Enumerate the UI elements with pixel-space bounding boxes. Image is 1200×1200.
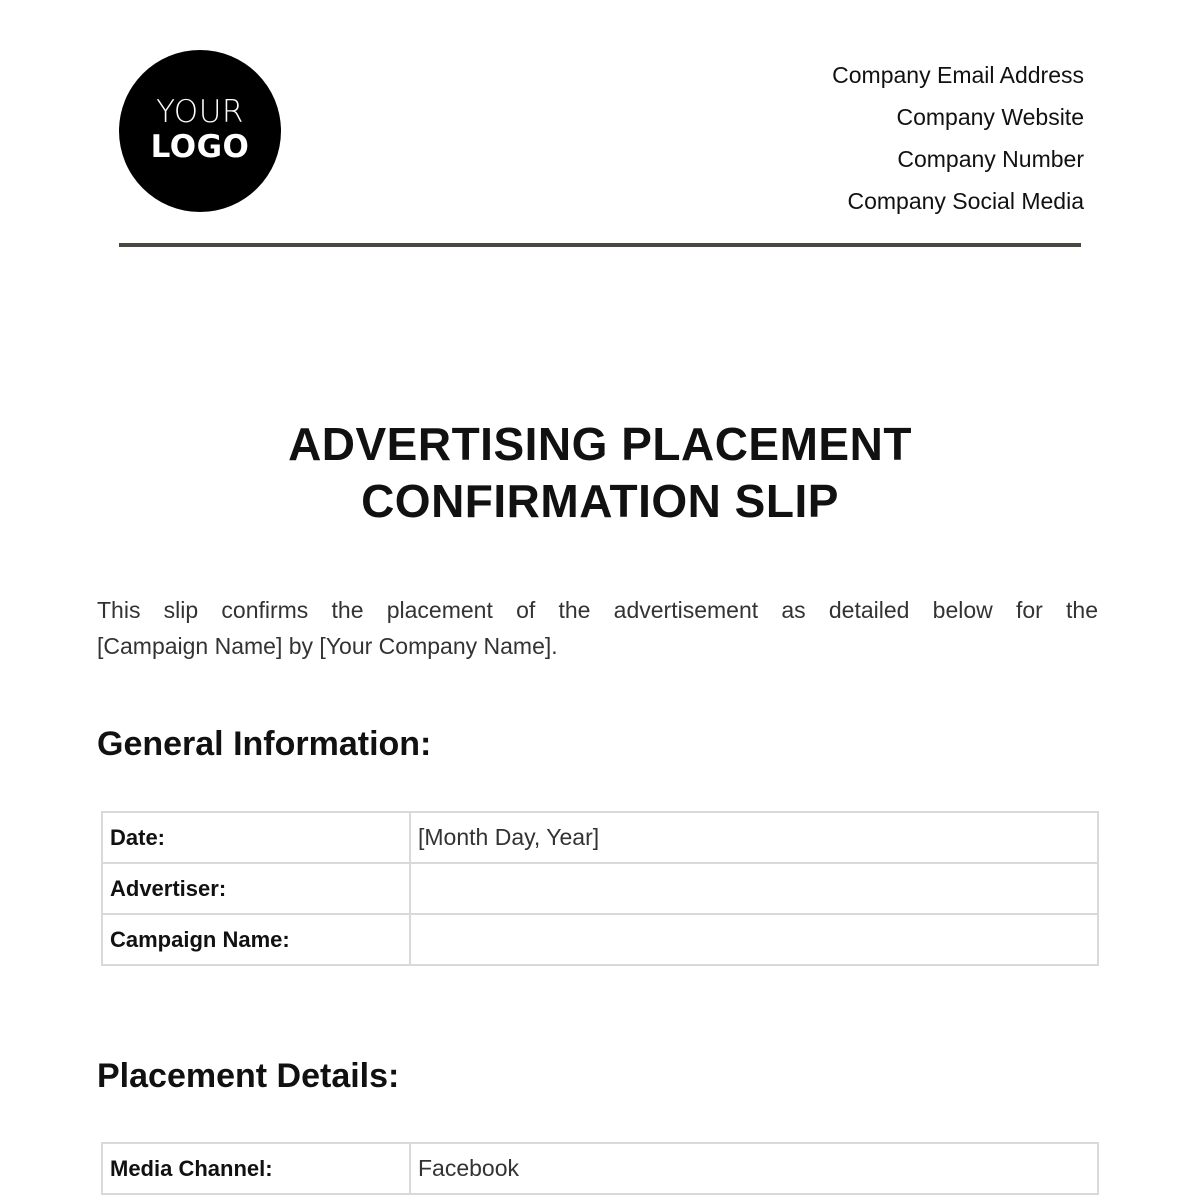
document-title-line2: CONFIRMATION SLIP bbox=[361, 475, 839, 527]
advertiser-value bbox=[410, 863, 1098, 914]
table-row bbox=[102, 1143, 1098, 1194]
document-title bbox=[0, 416, 1200, 530]
date-label: Date: bbox=[102, 812, 410, 863]
media-channel-value: Facebook bbox=[410, 1143, 1098, 1194]
campaign-name-value bbox=[410, 914, 1098, 965]
company-email: Company Email Address bbox=[832, 62, 1084, 88]
advertiser-label: Advertiser: bbox=[102, 863, 410, 914]
company-website: Company Website bbox=[896, 104, 1084, 130]
intro-paragraph bbox=[97, 592, 1098, 664]
company-number: Company Number bbox=[897, 146, 1084, 172]
campaign-name-label: Campaign Name: bbox=[102, 914, 410, 965]
general-information-table bbox=[101, 811, 1099, 966]
placement-details-table bbox=[101, 1142, 1099, 1195]
logo-text-your: YOUR bbox=[156, 94, 244, 130]
intro-line1: This slip confirms the placement of the advertisement as detailed below for the bbox=[97, 597, 1098, 623]
document-title-line1: ADVERTISING PLACEMENT bbox=[288, 418, 912, 470]
logo-text-logo: LOGO bbox=[150, 129, 250, 165]
general-information-heading: General Information: bbox=[97, 725, 432, 763]
media-channel-label: Media Channel: bbox=[102, 1143, 410, 1194]
date-value: [Month Day, Year] bbox=[410, 812, 1098, 863]
company-social-media: Company Social Media bbox=[847, 188, 1084, 214]
placement-details-heading: Placement Details: bbox=[97, 1057, 400, 1095]
table-row bbox=[102, 812, 1098, 863]
intro-line2: [Campaign Name] by [Your Company Name]. bbox=[97, 633, 558, 659]
table-row bbox=[102, 914, 1098, 965]
table-row bbox=[102, 863, 1098, 914]
company-logo bbox=[119, 50, 281, 212]
company-contact-block bbox=[832, 54, 1084, 222]
header-divider bbox=[119, 243, 1081, 247]
